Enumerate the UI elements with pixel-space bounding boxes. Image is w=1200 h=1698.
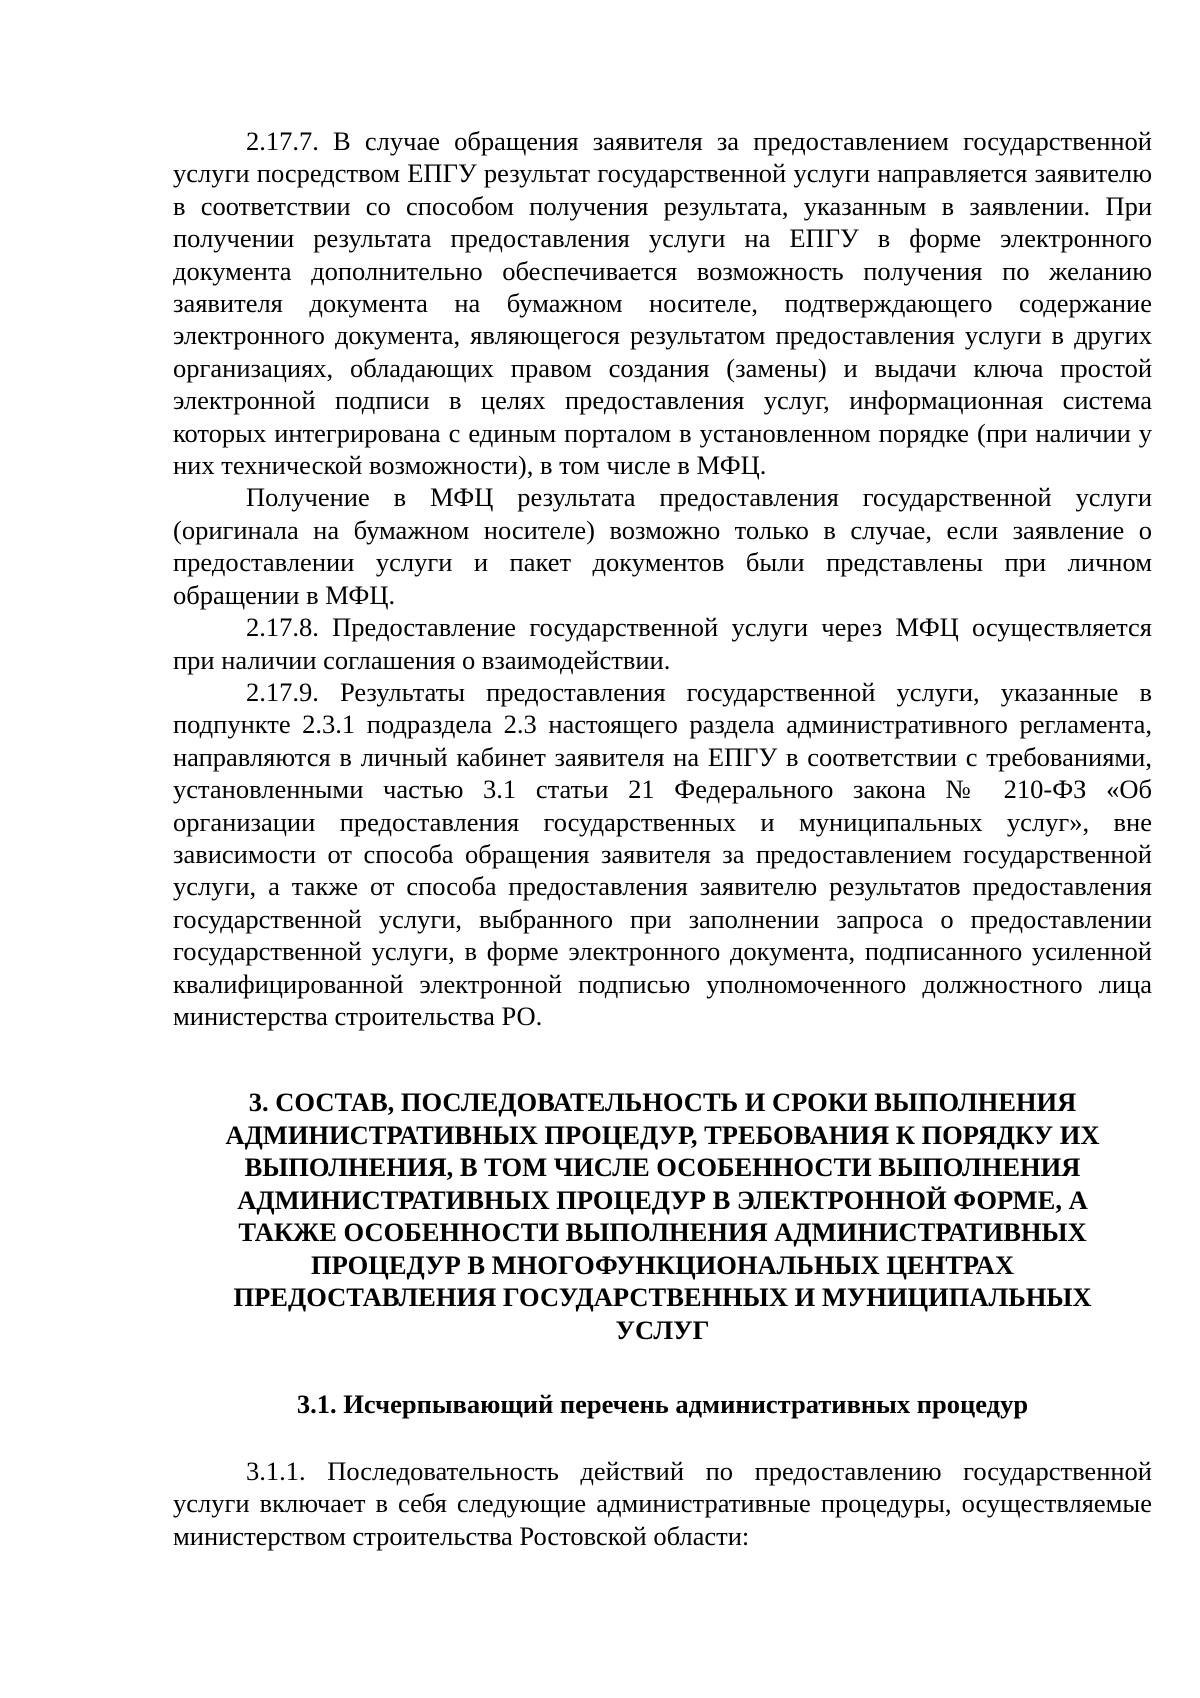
paragraph-2-17-7: 2.17.7. В случае обращения заявителя за предоставлением государственной услуги посредством ЕПГУ результат государственной услуги направляется заявителю в соответствии со способом получения результата, указанным в заявлении. При получении результата предоставления услуги на ЕПГУ в форме электронного документа дополнительно обеспечивается возможность получения по желанию заявителя документа на бумажном носителе, подтверждающего содержание электронного документа, являющегося результатом предоставления услуги в других организациях, обладающих правом создания (замены) и выдачи ключа простой электронной подписи в целях предоставления услуг, информационная система которых интегрирована с единым порталом в установленном порядке (при наличии у них технической возможности), в том числе в МФЦ.: [173, 126, 1152, 481]
paragraph-3-1-1: 3.1.1. Последовательность действий по предоставлению государственной услуги включает в себя следующие административные процедуры, осуществляемые министерством строительства Ростовской области:: [173, 1455, 1152, 1551]
paragraph-2-17-8: 2.17.8. Предоставление государственной услуги через МФЦ осуществляется при наличии соглашения о взаимодействии.: [173, 612, 1152, 675]
document-page: [173, 125, 1152, 1552]
paragraph-mfc-result: Получение в МФЦ результата предоставления государственной услуги (оригинала на бумажном носителе) возможно только в случае, если заявление о предоставлении услуги и пакет документов были представлены при личном обращении в МФЦ.: [173, 482, 1152, 610]
section-3-heading: 3. СОСТАВ, ПОСЛЕДОВАТЕЛЬНОСТЬ И СРОКИ ВЫПОЛНЕНИЯ АДМИНИСТРАТИВНЫХ ПРОЦЕДУР, ТРЕБОВАНИЯ К ПОРЯДКУ ИХ ВЫПОЛНЕНИЯ, В ТОМ ЧИСЛЕ ОСОБЕННОСТИ ВЫПОЛНЕНИЯ АДМИНИСТРАТИВНЫХ ПРОЦЕДУР В ЭЛЕКТРОННОЙ ФОРМЕ, А ТАКЖЕ ОСОБЕННОСТИ ВЫПОЛНЕНИЯ АДМИНИСТРАТИВНЫХ ПРОЦЕДУР В МНОГОФУНКЦИОНАЛЬНЫХ ЦЕНТРАХ ПРЕДОСТАВЛЕНИЯ ГОСУДАРСТВЕННЫХ И МУНИЦИПАЛЬНЫХ УСЛУГ: [225, 1087, 1100, 1345]
paragraph-2-17-9: 2.17.9. Результаты предоставления государственной услуги, указанные в подпункте 2.3.1 подраздела 2.3 настоящего раздела административного регламента, направляются в личный кабинет заявителя на ЕПГУ в соответствии с требованиями, установленными частью 3.1 статьи 21 Федерального закона № 210-ФЗ «Об организации предоставления государственных и муниципальных услуг», вне зависимости от способа обращения заявителя за предоставлением государственной услуги, а также от способа предоставления заявителю результатов предоставления государственной услуги, выбранного при заполнении запроса о предоставлении государственной услуги, в форме электронного документа, подписанного усиленной квалифицированной электронной подписью уполномоченного должностного лица министерства строительства РО.: [173, 676, 1152, 1031]
subsection-3-1-heading: 3.1. Исчерпывающий перечень административных процедур: [296, 1389, 1029, 1420]
